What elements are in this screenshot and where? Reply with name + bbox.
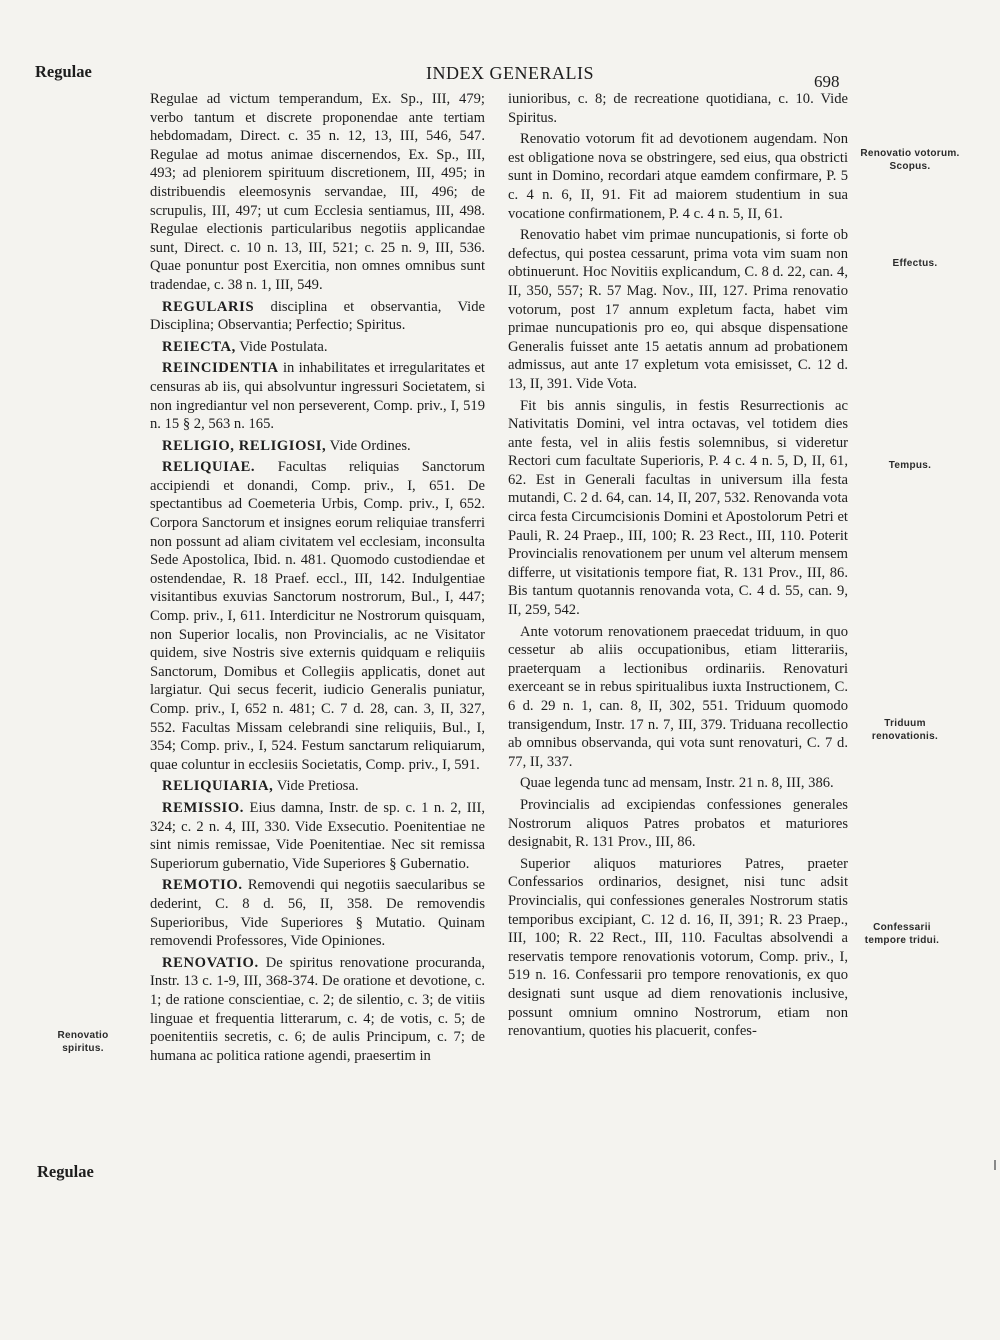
margin-note-triduum: Triduum renovationis. (871, 718, 939, 742)
lemma: REGULARIS (162, 298, 255, 315)
entry-text: Eius damna, Instr. de sp. c. 1 n. 2, III, 324; c. 2 n. 4, III, 330. Vide Exsecutio. Poenitentiae ne sint nimis remissae, Vide Poenitentiae. Nec sit remissa Superiorum gubernatio, Vide Superiores § Gubernatio. (150, 799, 485, 872)
lemma: RELIQUIAE. (162, 459, 256, 476)
margin-note-renovatio-votorum: Renovatio votorum. Scopus. (860, 148, 960, 172)
entry-text: De spiritus renovatione procuranda, Instr. 13 c. 1-9, III, 368-374. De oratione et devotione, c. 1; de ratione conscientiae, c. 2; de silentio, c. 3; de vitiis linguae et frequentia litterarum, c. 4; de votis, c. 5; de poenitentiis secretis, c. 6; de aulis Principum, c. 7; de humana ac politica ratione agendi, praesertim in (150, 954, 485, 1064)
paragraph: Renovatio habet vim primae nuncupationis, si forte ob defectus, qui postea cessarunt, prima vota vim suam non obtinuerunt. Hoc Novitiis explicandum, C. 8 d. 22, can. 4, II, 350, 557; R. 57 Mag. Nov., III, 127. Prima renovatio votorum, post 17 annum expletum facta, habet vim primae nuncupationis pro eo, qui absque dispensatione Generalis fuisset ante 15 aetatis annum ad probationem admissus, aut ante 17 expletum vota emisisset, C. 12 d. 13, II, 391. Vide Vota. (508, 227, 848, 392)
margin-note-confessarii: Confessarii tempore tridui. (864, 922, 940, 946)
entry-reliquiae (150, 458, 485, 774)
page-number: 698 (814, 72, 840, 91)
lemma: REMOTIO. (162, 877, 243, 894)
paragraph: Superior aliquos maturiores Patres, praeter Confessarios ordinarios, designet, nisi tunc adsit Provincialis, qui confessiones generales Nostrorum statis temporibus excipiant, C. 12 d. 16, II, 391; R. 23 Praep., III, 100; R. 22 Rect., III, 110. Facultas absolvendi a reservatis tempore renovationis votorum, Comp. priv., I, 519 n. 16. Confessarii pro tempore renovationis, ex quo designati sunt usque ad diem renovationis inclusive, possunt omnium omnino Nostrorum, etiam non renovantium, quoties his placuerit, confes- (508, 855, 848, 1040)
entry-text: disciplina et observantia, Vide Disciplina; Observantia; Perfectio; Spiritus. (150, 298, 485, 334)
entry-regulae-continued: Regulae ad victum temperandum, Ex. Sp., III, 479; verbo tantum et discrete proponendae ante tertiam hebdomadam, Direct. c. 35 n. 12, 13, III, 546, 547. Regulae ad motus animae discernendos, Ex. Sp., III, 493; ad pleniorem spirituum discretionem, III, 495; in distribuendis eleemosynis servandae, III, 496; de scrupulis, III, 497; ut cum Ecclesia sentiamus, III, 498. Regulae electionis particularibus negotiis applicandae sunt, Direct. c. 10 n. 13, III, 521; c. 25 n. 9, III, 536. Quae ponuntur post Exercitia, non omnes omnibus sunt tradendae, c. 38 n. 1, III, 549. (150, 91, 485, 293)
margin-note-renovatio-spiritus: Renovatio spiritus. (57, 1030, 109, 1054)
paragraph: Provincialis ad excipiendas confessiones generales Nostrorum aliquos Patres probatos et maturiores designabit, R. 131 Prov., III, 86. (508, 796, 848, 851)
entry-text: Facultas reliquias Sanctorum accipiendi et donandi, Comp. priv., I, 651. De spectantibus ad Coemeteria Urbis, Comp. priv., I, 652. Corpora Sanctorum et insignes eorum reliquiae transferri non possunt ad aliam civitatem vel ecclesiam, inconsulta Sede Apostolica, Ibid. n. 481. Quomodo custodiendae et ostendendae, R. 18 Praef. eccl., III, 142. Indulgentiae visitantibus exuvias Sanctorum nostrorum, Bul., I, 447; Comp. priv., I, 611. Interdicitur ne Nostrorum quisquam, non Superior localis, non Provincialis, ac ne Visitator quidem, sive Nostris sive externis quidquam e reliquiis Sanctorum, Domibus et Collegiis applicatis, donet aut largiatur. Qui secus fecerit, iudicio Generalis puniatur, Comp. priv., I, 652 n. 481; C. 7 d. 28, can. 3, II, 327, 552. Facultas Missam celebrandi sine reliquiis, Bul., I, 354; Comp. priv., I, 524. Festum sanctarum reliquiarum, quae coluntur in ecclesiis Societatis, Comp. priv., I, 591. (150, 459, 485, 773)
entry-religio (150, 437, 485, 456)
lemma: REINCIDENTIA (162, 360, 279, 377)
margin-note-tempus: Tempus. (888, 460, 932, 471)
paragraph: Fit bis annis singulis, in festis Resurrectionis ac Nativitatis Domini, vel intra octavas, vel totidem dies ante festa, vel in aliis festis solemnibus, si videretur Rectori cum facultate Superioris, P. 4 c. 4 n. 5, D, II, 61, 62. Est in Generali facultas in universum illa festa mutandi, C. 2 d. 64, can. 14, II, 207, 532. Renovanda vota circa festa Circumcisionis Domini et Apostolorum Petri et Pauli, R. 24 Praep., III, 100; R. 23 Rect., III, 110. Poterit Provincialis renovationem per unum vel alterum mensem differre, ut visitationis tempore fiat, R. 131 Prov., III, 86. Bis tantum quotannis renovanda vota, C. 4 d. 55, can. 9, II, 259, 542. (508, 397, 848, 619)
lemma: RELIGIO, RELIGIOSI, (162, 437, 327, 454)
left-column (150, 90, 485, 1068)
paragraph: Quae legenda tunc ad mensam, Instr. 21 n. 8, III, 386. (520, 775, 834, 792)
entry-remissio (150, 799, 485, 873)
margin-note-effectus: Effectus. (892, 258, 938, 269)
entry-regularis (150, 298, 485, 335)
running-title: INDEX GENERALIS (426, 63, 594, 83)
entry-text: in inhabilitates et irregularitates et censuras ab iis, qui absolvuntur ingressuri Societatem, si non ingrediantur vel non perseverent, Comp. priv., I, 519 n. 15 § 2, 563 n. 165. (150, 360, 485, 433)
entry-reiecta (150, 338, 485, 357)
page-edge-mark (994, 1160, 996, 1170)
lemma: RENOVATIO. (162, 954, 259, 971)
entry-reliquiaria (150, 777, 485, 796)
corner-catchword-bottom: Regulae (37, 1162, 94, 1181)
right-column (508, 90, 848, 1044)
entry-renovatio (150, 954, 485, 1066)
entry-reincidentia (150, 359, 485, 433)
lemma: RELIQUIARIA, (162, 778, 274, 795)
entry-text: Vide Postulata. (235, 338, 328, 355)
paragraph: Renovatio votorum fit ad devotionem augendam. Non est obligatione nova se obstringere, sed eius, qua obstricti sunt in Domino, recordari atque eamdem confirmare, P. 5 c. 4 n. 6, II, 91. Fit ad maiorem studentium in sua vocatione confirmationem, P. 4 c. 4 n. 5, II, 61. (508, 131, 848, 222)
entry-text: Vide Pretiosa. (273, 778, 359, 795)
corner-catchword-top: Regulae (35, 62, 92, 81)
paragraph: iunioribus, c. 8; de recreatione quotidiana, c. 10. Vide Spiritus. (508, 91, 848, 126)
entry-remotio (150, 876, 485, 950)
lemma: REMISSIO. (162, 799, 245, 816)
paragraph: Ante votorum renovationem praecedat triduum, in quo cessetur ab aliis occupationibus, etiam litterariis, praeterquam a lectionibus ordinariis. Renovaturi exerceant se in rebus spiritualibus iuxta Instructionem, C. 6 d. 29 n. 1, can. 8, II, 302, 551. Triduum quomodo transigendum, Instr. 17 n. 7, III, 379. Triduana recollectio ab omnibus observanda, qui vota sunt renovaturi, C. 7 d. 77, II, 337. (508, 623, 848, 770)
entry-text: Removendi qui negotiis saecularibus se dederint, C. 8 d. 56, II, 358. De removendis Superioribus, Vide Superiores § Mutatio. Quinam removendi Professores, Vide Opiniones. (150, 877, 485, 950)
entry-text: Vide Ordines. (326, 437, 411, 454)
lemma: REIECTA, (162, 338, 236, 355)
